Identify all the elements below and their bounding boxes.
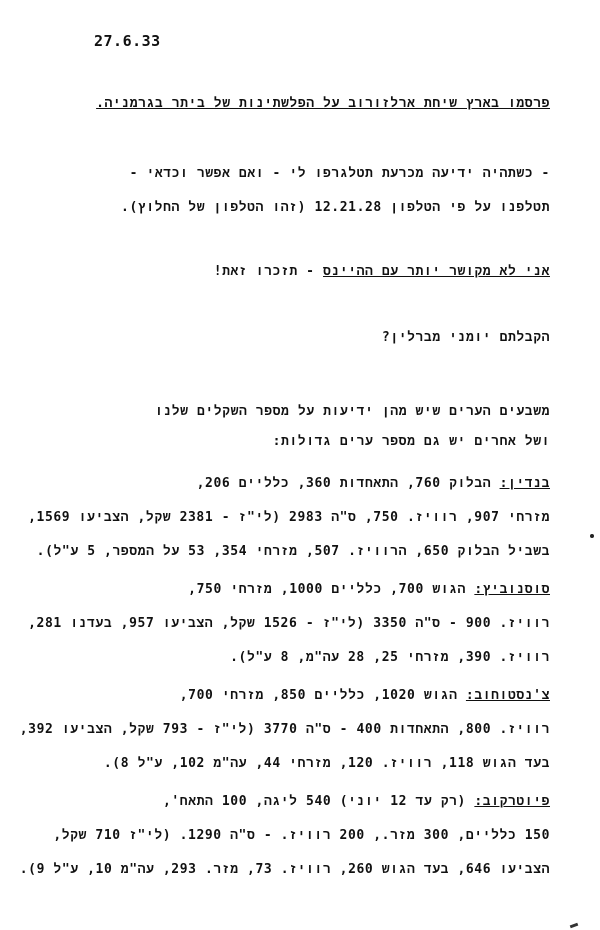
paragraph-line: תטלפנו על פי הטלפון 12.21.28 (זהו הטלפון של החלוץ).	[121, 200, 550, 215]
ink-speck	[590, 534, 594, 538]
city-line: רוויז. 800, התאחדות 400 - ס"ה 3770 (לי"ז - 793 שקל, הצביעו 392,	[19, 722, 550, 737]
city-line: (רק עד 12 יוני) 540 ליגה, 100 התאח',	[162, 794, 475, 809]
document-title: פרסמו בארץ שיחת ארלזורוב על הפלשתינות של ביתר בגרמניה.	[96, 96, 550, 111]
intro-line: ושל אחרים יש גם מספר ערים גדולות:	[272, 434, 550, 449]
city-line: 150 כלליים, 300 מזר., 200 רוויז. - ס"ה 1290. (לי"ז 710 שקל,	[53, 828, 550, 843]
question-line: הקבלתם יומני מברלין?	[381, 330, 550, 345]
city-line: רוויז. 390, מזרחי 25, 28 עה"מ, 8 ע"ל).	[230, 650, 550, 665]
city-line: הגוש 700, כלליים 1000, מזרחי 750,	[188, 582, 475, 597]
city-entry-header	[188, 582, 550, 597]
document-date: 27.6.33	[94, 32, 161, 50]
city-line: מזרחי 907, רוויז. 750, ס"ה 2983 (לי"ז - 2381 שקל, הצביעו 1569,	[28, 510, 550, 525]
city-line: הגוש 1020, כלליים 850, מזרחי 700,	[179, 688, 466, 703]
city-entry-header	[163, 794, 550, 809]
intro-line: משבעים הערים שיש מהן ידיעות על מספר השקלים שלנו	[154, 404, 550, 419]
ink-speck	[570, 923, 579, 929]
city-name: בנדין:	[499, 476, 550, 491]
city-name: צ'נסטוחוב:	[465, 688, 550, 703]
city-entry-header	[180, 688, 550, 703]
city-line: רוויז. 900 - ס"ה 3350 (לי"ז - 1526 שקל, הצביעו 957, בעדנו 281,	[28, 616, 550, 631]
notice-rest: - תזכרו זאת!	[213, 264, 324, 279]
city-entry-header	[197, 476, 550, 491]
notice-line	[214, 264, 550, 279]
city-line: בשביל הבלוק 650, הרוויז. 507, מזרחי 354, 53 על המספר, 5 ע"ל).	[36, 544, 550, 559]
city-name: סוסנוביץ:	[474, 582, 550, 597]
city-line: הצביעו 646, בעד הגוש 260, רוויז. 73, מזר. 293, עה"מ 10, ע"ל 9).	[19, 862, 550, 877]
notice-underlined: אני לא מקושר יותר עם ההיינס	[323, 264, 550, 279]
paragraph-line: - כשתהיה ידיעה מכרעת תטלגרפו לי - ואם אפשר וכדאי -	[129, 166, 550, 181]
city-name: פיוטרקוב:	[474, 794, 550, 809]
city-line: הבלוק 760, התאחדות 360, כלליים 206,	[196, 476, 500, 491]
city-line: בעד הגוש 118, רוויז. 120, מזרחי 44, עה"מ 102, ע"ל 8).	[103, 756, 550, 771]
